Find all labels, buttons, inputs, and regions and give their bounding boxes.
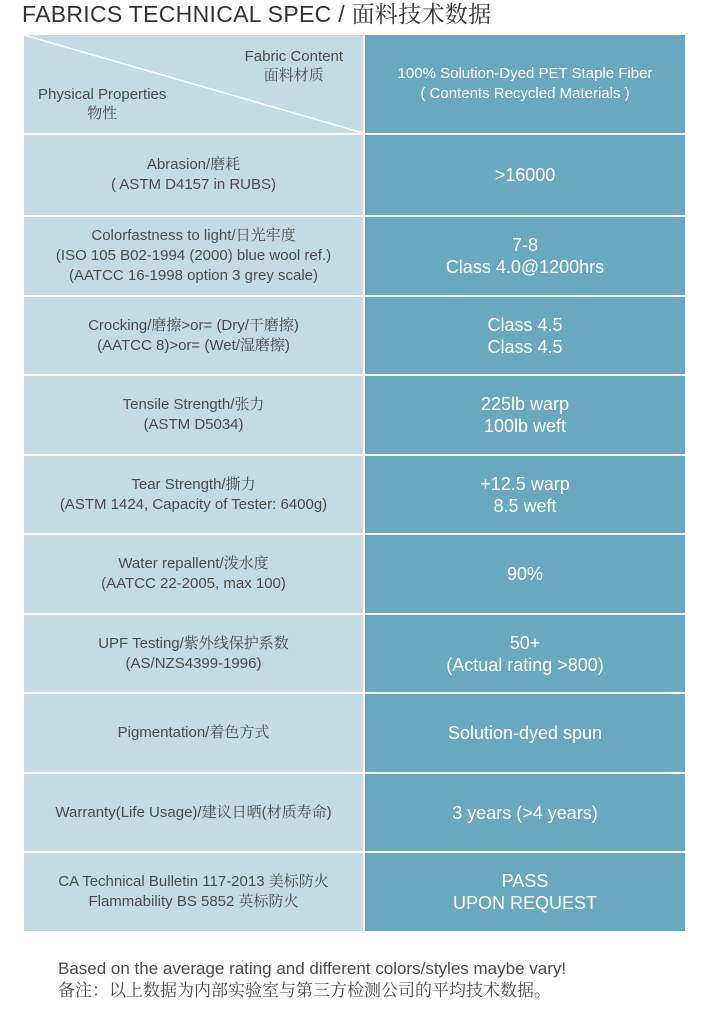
value-cell <box>363 217 685 295</box>
table-row <box>24 135 685 217</box>
property-text: Crocking/磨擦>or= (Dry/干磨擦) <box>88 316 299 334</box>
value-text: 225lb warp <box>480 394 570 414</box>
property-text: (AATCC 22-2005, max 100) <box>101 575 286 592</box>
value-cell <box>363 456 685 533</box>
value-text: +12.5 warp <box>480 473 570 494</box>
property-text: Tensile Strength/张力 <box>122 396 265 413</box>
property-text: ( ASTM D4157 in RUBS) <box>110 176 277 193</box>
fabric-content-en: Fabric Content <box>244 48 343 65</box>
value-text: Class 4.0@1200hrs <box>445 257 605 277</box>
fabric-content-label <box>245 47 343 85</box>
value-cell <box>363 135 685 215</box>
value-cell <box>363 853 685 931</box>
value-text: 7-8 <box>511 235 538 255</box>
table-row <box>24 297 685 376</box>
value-text: Class 4.5 <box>487 314 563 335</box>
material-line-2: ( Contents Recycled Materials ) <box>420 85 630 102</box>
value-text: Solution-dyed spun <box>447 723 603 743</box>
value-text: 8.5 weft <box>493 495 557 516</box>
property-cell <box>24 694 363 772</box>
spec-table <box>24 35 685 933</box>
value-cell <box>363 615 685 692</box>
value-text: 90% <box>506 564 544 584</box>
physical-properties-label <box>38 85 166 123</box>
value-text: Class 4.5 <box>487 336 563 357</box>
property-cell <box>24 297 363 374</box>
property-text: (ISO 105 B02-1994 (2000) blue wool ref.) <box>55 247 332 264</box>
property-text: Flammability BS 5852 英标防火 <box>88 893 299 910</box>
value-cell <box>363 297 685 374</box>
value-cell <box>363 376 685 454</box>
property-cell <box>24 535 363 613</box>
value-cell <box>363 774 685 851</box>
material-header-cell <box>363 35 685 133</box>
table-row <box>24 535 685 615</box>
header-corner-cell <box>24 35 363 133</box>
table-row <box>24 615 685 694</box>
property-cell <box>24 615 363 692</box>
value-text: UPON REQUEST <box>452 893 598 913</box>
property-text: (AATCC 8)>or= (Wet/湿磨擦) <box>97 336 290 354</box>
property-text: Pigmentation/着色方式 <box>117 724 270 741</box>
fabric-content-cn: 面料材质 <box>263 67 324 84</box>
property-text: CA Technical Bulletin 117-2013 美标防火 <box>58 873 329 890</box>
property-text: Warranty(Life Usage)/建议日晒(材质寿命) <box>55 803 332 821</box>
material-line-1: 100% Solution-Dyed PET Staple Fiber <box>397 65 653 82</box>
table-row <box>24 694 685 774</box>
value-text: 100lb weft <box>483 416 567 436</box>
table-row <box>24 456 685 535</box>
property-cell <box>24 135 363 215</box>
property-text: Water repallent/泼水度 <box>118 555 269 572</box>
property-cell <box>24 853 363 931</box>
value-cell <box>363 694 685 772</box>
property-cell <box>24 376 363 454</box>
physical-properties-en: Physical Properties <box>38 86 167 103</box>
value-text: PASS <box>501 871 549 891</box>
property-text: (AS/NZS4399-1996) <box>125 654 262 672</box>
property-text: Abrasion/磨耗 <box>146 156 241 173</box>
property-cell <box>24 774 363 851</box>
value-cell <box>363 535 685 613</box>
footnote <box>58 958 566 1002</box>
property-text: (ASTM D5034) <box>143 416 244 433</box>
value-text: (Actual rating >800) <box>446 654 604 675</box>
physical-properties-cn: 物性 <box>87 105 118 122</box>
page-title: FABRICS TECHNICAL SPEC / 面料技术数据 <box>22 1 492 27</box>
property-cell <box>24 217 363 295</box>
table-row <box>24 217 685 297</box>
value-text: >16000 <box>494 165 556 185</box>
table-row <box>24 376 685 456</box>
table-header-row <box>24 35 685 135</box>
property-text: (AATCC 16-1998 option 3 grey scale) <box>68 267 318 284</box>
property-text: UPF Testing/紫外线保护系数 <box>98 634 289 652</box>
value-text: 3 years (>4 years) <box>452 802 598 823</box>
property-text: (ASTM 1424, Capacity of Tester: 6400g) <box>59 495 328 513</box>
footnote-en: Based on the average rating and different colors/styles maybe vary! <box>58 959 567 978</box>
table-row <box>24 774 685 853</box>
property-cell <box>24 456 363 533</box>
table-row <box>24 853 685 933</box>
footnote-cn: 备注：以上数据为内部实验室与第三方检测公司的平均技术数据。 <box>58 981 551 1000</box>
value-text: 50+ <box>509 632 541 653</box>
property-text: Tear Strength/撕力 <box>131 475 256 493</box>
property-text: Colorfastness to light/日光牢度 <box>91 227 296 244</box>
